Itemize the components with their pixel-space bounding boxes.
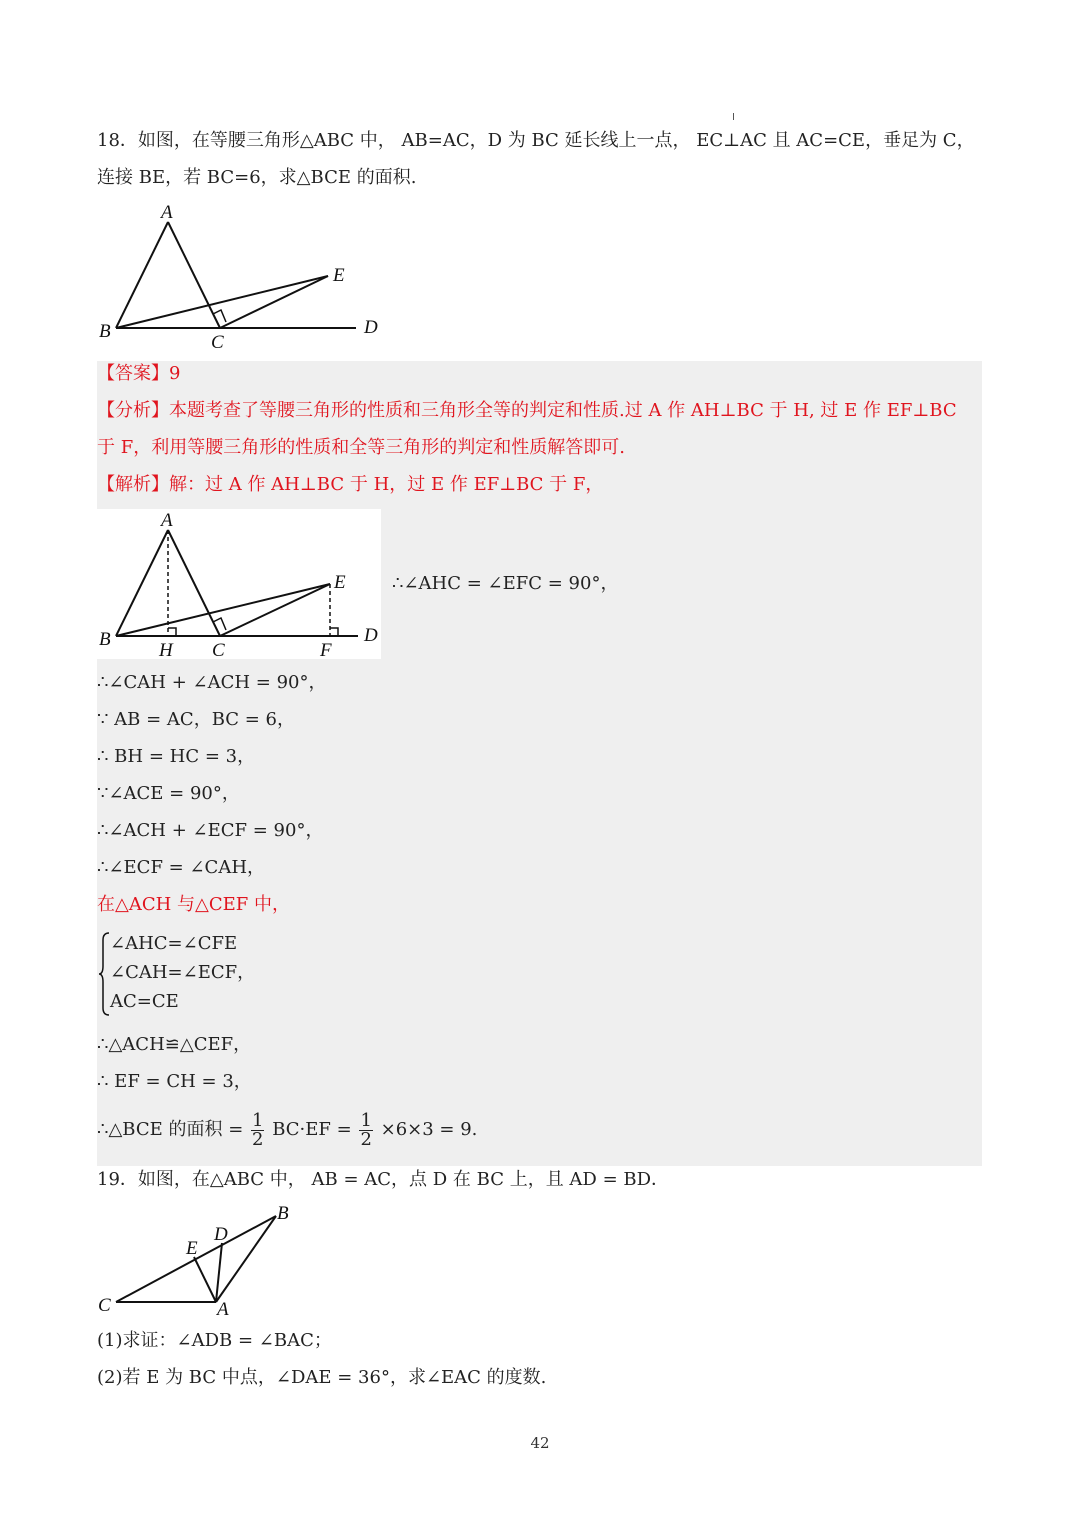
final-equation <box>97 1110 477 1150</box>
system-line1: ∠AHC=∠CFE <box>110 933 238 954</box>
step10: ∴ EF = CH = 3， <box>97 1071 252 1092</box>
tick-mark <box>733 113 734 120</box>
fig2-label-H: H <box>159 640 173 659</box>
q18-figure <box>97 200 387 355</box>
final-tail: ×6×3 = 9. <box>380 1119 478 1140</box>
step5: ∵∠ACE = 90°， <box>97 783 240 804</box>
system-line3: AC=CE <box>110 991 179 1012</box>
fraction-1: $\frac{1}{2}$ <box>252 1109 264 1150</box>
q19-label-D: D <box>214 1224 228 1245</box>
fig2-label-E: E <box>334 572 346 593</box>
step2: ∴∠CAH + ∠ACH = 90°， <box>97 672 327 693</box>
explain-intro: 【解析】解：过 A 作 AH⊥BC 于 H，过 E 作 EF⊥BC 于 F， <box>97 474 604 495</box>
label-E: E <box>333 265 345 286</box>
system-brace <box>98 932 110 1016</box>
q19-label-A: A <box>217 1299 229 1320</box>
step8: 在△ACH 与△CEF 中， <box>97 894 290 915</box>
answer: 【答案】9 <box>97 363 181 384</box>
q18-line2: 连接 BE，若 BC=6，求△BCE 的面积. <box>97 167 417 188</box>
q19-label-E: E <box>186 1238 198 1259</box>
step3: ∵ AB = AC，BC = 6， <box>97 709 296 730</box>
system-line2: ∠CAH=∠ECF， <box>110 962 256 983</box>
q18-line1: 18．如图，在等腰三角形△ABC 中， AB=AC，D 为 BC 延长线上一点， EC⊥AC 且 AC=CE，垂足为 C， <box>97 130 975 151</box>
fig2-label-F: F <box>320 640 332 659</box>
step9: ∴△ACH≌△CEF， <box>97 1034 252 1055</box>
analysis-line1: 【分析】本题考查了等腰三角形的性质和三角形全等的判定和性质.过 A 作 AH⊥BC 于 H, 过 E 作 EF⊥BC <box>97 400 957 421</box>
q19-figure <box>97 1200 297 1320</box>
fraction-2: $\frac{1}{2}$ <box>360 1109 372 1150</box>
q19-label-B: B <box>277 1203 289 1224</box>
final-prefix: ∴△BCE 的面积 = <box>97 1119 244 1140</box>
q19-part1: (1)求证：∠ADB = ∠BAC； <box>97 1330 332 1351</box>
page-number: 42 <box>530 1434 550 1452</box>
final-mid: BC·EF = <box>272 1119 352 1140</box>
label-B: B <box>99 321 111 342</box>
label-A: A <box>161 202 173 223</box>
analysis-line2: 于 F，利用等腰三角形的性质和全等三角形的判定和性质解答即可. <box>97 437 625 458</box>
q19-label-C: C <box>98 1295 111 1316</box>
fig2-label-C: C <box>212 640 225 659</box>
label-D: D <box>364 317 378 338</box>
step7: ∴∠ECF = ∠CAH， <box>97 857 266 878</box>
step6: ∴∠ACH + ∠ECF = 90°， <box>97 820 324 841</box>
q19-part2: (2)若 E 为 BC 中点，∠DAE = 36°，求∠EAC 的度数. <box>97 1367 547 1388</box>
fig2-label-A: A <box>161 510 173 531</box>
q19-line1: 19．如图，在△ABC 中， AB = AC，点 D 在 BC 上，且 AD = BD． <box>97 1169 670 1190</box>
fig2-label-B: B <box>99 629 111 650</box>
step1: ∴∠AHC = ∠EFC = 90°， <box>392 573 619 594</box>
label-C: C <box>211 332 224 353</box>
step4: ∴ BH = HC = 3， <box>97 746 256 767</box>
solution-figure <box>97 509 381 659</box>
fig2-label-D: D <box>364 625 378 646</box>
